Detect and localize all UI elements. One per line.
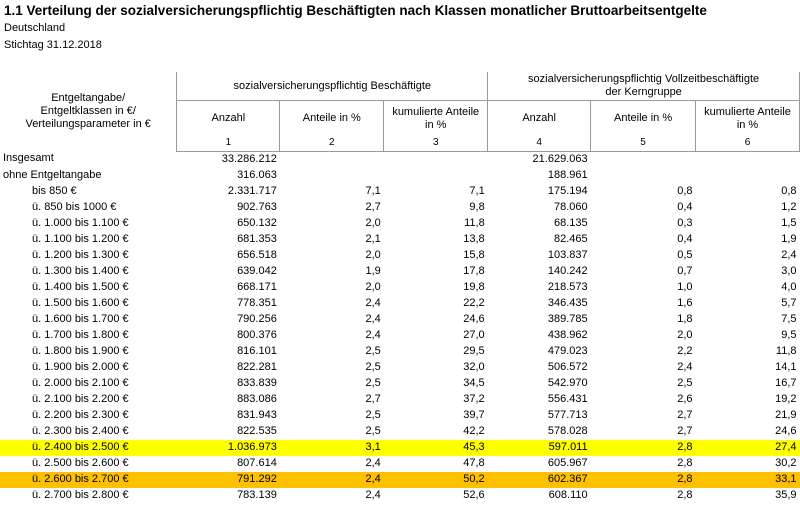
row-label: ü. 2.600 bis 2.700 € bbox=[0, 472, 177, 488]
cell-col-5: 0,3 bbox=[677, 216, 693, 229]
cell-col-2: 7,1 bbox=[365, 184, 381, 197]
cell-col-1: 800.376 bbox=[237, 328, 277, 341]
cell-col-1: 883.086 bbox=[237, 392, 277, 405]
col-number: 6 bbox=[696, 136, 800, 151]
table-row bbox=[0, 392, 800, 408]
row-label: ü. 1.100 bis 1.200 € bbox=[32, 232, 129, 245]
row-label: Insgesamt bbox=[3, 152, 54, 165]
cell-col-6: 0,8 bbox=[781, 184, 797, 197]
table-row bbox=[0, 360, 800, 376]
table-row bbox=[0, 312, 800, 328]
cell-col-4: 605.967 bbox=[547, 456, 588, 469]
row-label: ü. 1.200 bis 1.300 € bbox=[32, 248, 129, 261]
cell-col-3: 17,8 bbox=[463, 264, 485, 277]
cell-col-1: 831.943 bbox=[237, 408, 277, 421]
cell-col-4: 140.242 bbox=[547, 264, 588, 277]
table-row bbox=[0, 344, 800, 360]
row-label: ü. 1.000 bis 1.100 € bbox=[32, 216, 129, 229]
cell-col-2: 2,4 bbox=[365, 312, 381, 325]
cell-col-5: 2,0 bbox=[677, 328, 693, 341]
table-row bbox=[0, 232, 800, 248]
page-title: 1.1 Verteilung der sozialversicherungspflichtig Beschäftigten nach Klassen monatlicher Bruttoarbeitsentgelte bbox=[4, 3, 707, 18]
cell-col-4: 542.970 bbox=[547, 376, 588, 389]
cell-col-6: 1,5 bbox=[781, 216, 797, 229]
cell-col-5: 2,8 bbox=[591, 472, 696, 488]
cell-col-4: 577.713 bbox=[547, 408, 588, 421]
group-header-fulltime-text: sozialversicherungspflichtig Vollzeitbeschäftigte der Kerngruppe bbox=[528, 73, 760, 99]
col-header-anteile-2: Anteile in % bbox=[280, 101, 384, 137]
cell-col-3 bbox=[384, 168, 488, 184]
row-label: ü. 2.100 bis 2.200 € bbox=[32, 392, 129, 405]
cell-col-4: 82.465 bbox=[553, 232, 588, 245]
cell-col-1: 833.839 bbox=[237, 376, 277, 389]
cell-col-4: 389.785 bbox=[547, 312, 588, 325]
cell-col-1: 791.292 bbox=[177, 472, 280, 488]
cell-col-5: 2,8 bbox=[677, 456, 693, 469]
cell-col-1: 639.042 bbox=[237, 264, 277, 277]
col-header-kum-6 bbox=[696, 101, 800, 137]
cell-col-4: 103.837 bbox=[547, 248, 588, 261]
cell-col-5: 0,8 bbox=[677, 184, 693, 197]
row-label: ü. 2.200 bis 2.300 € bbox=[32, 408, 129, 421]
cell-col-2: 2,5 bbox=[365, 344, 381, 357]
col-number: 5 bbox=[591, 136, 696, 151]
cell-col-1: 656.518 bbox=[237, 248, 277, 261]
cell-col-2: 2,5 bbox=[365, 424, 381, 437]
cell-col-4: 608.110 bbox=[548, 488, 588, 501]
cell-col-2: 2,0 bbox=[365, 280, 381, 293]
row-label: ü. 1.700 bis 1.800 € bbox=[32, 328, 129, 341]
col-number: 2 bbox=[280, 136, 384, 151]
cell-col-5: 1,0 bbox=[677, 280, 693, 293]
table-row bbox=[0, 440, 800, 456]
row-label: ü. 2.400 bis 2.500 € bbox=[0, 440, 177, 456]
table-row bbox=[0, 424, 800, 440]
table-row bbox=[0, 488, 800, 504]
table-row bbox=[0, 408, 800, 424]
cell-col-3: 52,6 bbox=[463, 488, 485, 501]
cell-col-1: 778.351 bbox=[237, 296, 277, 309]
cell-col-1: 668.171 bbox=[237, 280, 277, 293]
cell-col-5: 2,7 bbox=[677, 424, 693, 437]
cell-col-6: 14,1 bbox=[775, 360, 797, 373]
cell-col-1: 33.286.212 bbox=[221, 152, 277, 165]
cell-col-6: 2,4 bbox=[781, 248, 797, 261]
region-label: Deutschland bbox=[4, 22, 66, 34]
cell-col-4: 578.028 bbox=[547, 424, 588, 437]
cell-col-2: 2,7 bbox=[365, 200, 381, 213]
table-row bbox=[0, 264, 800, 280]
row-label: ü. 2.500 bis 2.600 € bbox=[32, 456, 129, 469]
cell-col-3: 50,2 bbox=[384, 472, 488, 488]
col-header-anteile-5: Anteile in % bbox=[591, 101, 696, 137]
cell-col-3: 47,8 bbox=[463, 456, 485, 469]
cell-col-3: 27,0 bbox=[463, 328, 485, 341]
cell-col-3: 34,5 bbox=[463, 376, 485, 389]
cell-col-6: 33,1 bbox=[696, 472, 800, 488]
cell-col-3: 22,2 bbox=[463, 296, 485, 309]
table-row bbox=[0, 296, 800, 312]
cell-col-5 bbox=[591, 168, 696, 184]
table-row bbox=[0, 168, 800, 184]
cell-col-6: 9,5 bbox=[781, 328, 797, 341]
table-row bbox=[0, 200, 800, 216]
cell-col-3: 29,5 bbox=[463, 344, 485, 357]
col-header-anzahl-4: Anzahl bbox=[488, 101, 591, 137]
cell-col-4: 175.194 bbox=[547, 184, 588, 197]
cell-col-3: 37,2 bbox=[463, 392, 485, 405]
cell-col-6: 19,2 bbox=[775, 392, 797, 405]
cell-col-2: 2,4 bbox=[365, 328, 381, 341]
cell-col-2: 2,5 bbox=[365, 408, 381, 421]
cell-col-2: 2,7 bbox=[365, 392, 381, 405]
cell-col-3: 13,8 bbox=[463, 232, 485, 245]
row-label-header-text: Entgeltangabe/ Entgeltklassen in €/ Verteilungsparameter in € bbox=[25, 92, 151, 130]
date-label: Stichtag 31.12.2018 bbox=[4, 39, 102, 51]
cell-col-1: 822.281 bbox=[237, 360, 277, 373]
cell-col-5: 1,6 bbox=[677, 296, 693, 309]
cell-col-5: 2,6 bbox=[677, 392, 693, 405]
cell-col-2: 2,4 bbox=[365, 296, 381, 309]
cell-col-2: 2,1 bbox=[365, 232, 381, 245]
cell-col-4: 506.572 bbox=[547, 360, 588, 373]
cell-col-1: 807.614 bbox=[237, 456, 277, 469]
cell-col-3: 24,6 bbox=[463, 312, 485, 325]
table-row bbox=[0, 248, 800, 264]
table-row bbox=[0, 184, 800, 200]
cell-col-6: 1,2 bbox=[781, 200, 797, 213]
col-header-anzahl-1: Anzahl bbox=[177, 101, 280, 137]
table-row bbox=[0, 328, 800, 344]
row-label: ohne Entgeltangabe bbox=[3, 168, 102, 181]
cell-col-1: 1.036.973 bbox=[177, 440, 280, 456]
group-header-fulltime bbox=[488, 72, 800, 101]
cell-col-3: 15,8 bbox=[463, 248, 485, 261]
row-label: ü. 1.900 bis 2.000 € bbox=[32, 360, 129, 373]
cell-col-2: 2,4 bbox=[365, 456, 381, 469]
cell-col-5: 0,4 bbox=[677, 232, 693, 245]
cell-col-6 bbox=[696, 151, 800, 168]
cell-col-3: 32,0 bbox=[463, 360, 485, 373]
table-row bbox=[0, 472, 800, 488]
group-header-employees: sozialversicherungspflichtig Beschäftigte bbox=[177, 72, 488, 101]
cell-col-3: 9,8 bbox=[469, 200, 485, 213]
cell-col-5: 2,5 bbox=[677, 376, 693, 389]
cell-col-2: 2,0 bbox=[365, 216, 381, 229]
distribution-table bbox=[0, 72, 800, 504]
cell-col-6 bbox=[696, 168, 800, 184]
cell-col-4: 346.435 bbox=[547, 296, 588, 309]
cell-col-2 bbox=[280, 168, 384, 184]
table-body bbox=[0, 151, 800, 504]
table-row bbox=[0, 280, 800, 296]
cell-col-1: 650.132 bbox=[237, 216, 277, 229]
cell-col-2 bbox=[280, 151, 384, 168]
cell-col-6: 3,0 bbox=[781, 264, 797, 277]
table-row bbox=[0, 376, 800, 392]
cell-col-1: 790.256 bbox=[237, 312, 277, 325]
row-label-header bbox=[0, 72, 177, 151]
cell-col-2: 2,0 bbox=[365, 248, 381, 261]
col-header-kum-3-text: kumulierte Anteile in % bbox=[392, 105, 480, 131]
cell-col-4: 597.011 bbox=[488, 440, 591, 456]
cell-col-4: 602.367 bbox=[488, 472, 591, 488]
cell-col-6: 5,7 bbox=[781, 296, 797, 309]
cell-col-3: 45,3 bbox=[384, 440, 488, 456]
cell-col-4: 479.023 bbox=[547, 344, 588, 357]
cell-col-3: 19,8 bbox=[463, 280, 485, 293]
cell-col-6: 27,4 bbox=[696, 440, 800, 456]
cell-col-6: 1,9 bbox=[781, 232, 797, 245]
cell-col-5: 0,5 bbox=[677, 248, 693, 261]
row-label: ü. 1.400 bis 1.500 € bbox=[32, 280, 129, 293]
cell-col-6: 7,5 bbox=[781, 312, 797, 325]
cell-col-5: 2,8 bbox=[677, 488, 693, 501]
row-label: ü. 1.800 bis 1.900 € bbox=[32, 344, 129, 357]
row-label: ü. 850 bis 1000 € bbox=[32, 200, 117, 213]
cell-col-4: 218.573 bbox=[547, 280, 588, 293]
col-header-kum-6-text: kumulierte Anteile in % bbox=[704, 105, 791, 131]
cell-col-5: 2,8 bbox=[591, 440, 696, 456]
cell-col-3 bbox=[384, 151, 488, 168]
cell-col-2: 2,4 bbox=[280, 472, 384, 488]
cell-col-2: 2,5 bbox=[365, 376, 381, 389]
cell-col-1: 681.353 bbox=[237, 232, 277, 245]
cell-col-4: 438.962 bbox=[547, 328, 588, 341]
cell-col-6: 11,8 bbox=[775, 344, 797, 357]
cell-col-5: 0,4 bbox=[677, 200, 693, 213]
cell-col-2: 3,1 bbox=[280, 440, 384, 456]
col-number: 3 bbox=[384, 136, 488, 151]
row-label: ü. 1.500 bis 1.600 € bbox=[32, 296, 129, 309]
cell-col-4: 21.629.063 bbox=[532, 152, 588, 165]
table-row bbox=[0, 216, 800, 232]
cell-col-1: 816.101 bbox=[237, 344, 277, 357]
row-label: ü. 1.600 bis 1.700 € bbox=[32, 312, 129, 325]
cell-col-5 bbox=[591, 151, 696, 168]
cell-col-5: 2,7 bbox=[677, 408, 693, 421]
cell-col-1: 902.763 bbox=[237, 200, 277, 213]
cell-col-3: 39,7 bbox=[463, 408, 485, 421]
cell-col-3: 7,1 bbox=[469, 184, 485, 197]
cell-col-6: 30,2 bbox=[775, 456, 797, 469]
cell-col-3: 42,2 bbox=[463, 424, 485, 437]
cell-col-1: 2.331.717 bbox=[227, 184, 277, 197]
cell-col-5: 2,2 bbox=[677, 344, 693, 357]
col-header-kum-3 bbox=[384, 101, 488, 137]
row-label: bis 850 € bbox=[32, 184, 77, 197]
cell-col-5: 2,4 bbox=[677, 360, 693, 373]
cell-col-4: 188.961 bbox=[547, 168, 588, 181]
table-row bbox=[0, 456, 800, 472]
col-number: 1 bbox=[177, 136, 280, 151]
cell-col-5: 0,7 bbox=[677, 264, 693, 277]
cell-col-6: 16,7 bbox=[775, 376, 797, 389]
cell-col-4: 556.431 bbox=[547, 392, 588, 405]
cell-col-4: 78.060 bbox=[553, 200, 588, 213]
cell-col-2: 1,9 bbox=[365, 264, 381, 277]
cell-col-6: 4,0 bbox=[781, 280, 797, 293]
cell-col-5: 1,8 bbox=[677, 312, 693, 325]
cell-col-1: 822.535 bbox=[237, 424, 277, 437]
cell-col-6: 35,9 bbox=[775, 488, 797, 501]
cell-col-2: 2,4 bbox=[365, 488, 381, 501]
cell-col-4: 68.135 bbox=[553, 216, 588, 229]
cell-col-1: 316.063 bbox=[237, 168, 277, 181]
cell-col-3: 11,8 bbox=[464, 216, 485, 229]
col-number: 4 bbox=[488, 136, 591, 151]
row-label: ü. 2.700 bis 2.800 € bbox=[32, 488, 129, 501]
cell-col-1: 783.139 bbox=[237, 488, 277, 501]
cell-col-2: 2,5 bbox=[365, 360, 381, 373]
cell-col-6: 21,9 bbox=[775, 408, 797, 421]
cell-col-6: 24,6 bbox=[775, 424, 797, 437]
table-row bbox=[0, 151, 800, 168]
row-label: ü. 2.000 bis 2.100 € bbox=[32, 376, 129, 389]
row-label: ü. 1.300 bis 1.400 € bbox=[32, 264, 129, 277]
row-label: ü. 2.300 bis 2.400 € bbox=[32, 424, 129, 437]
